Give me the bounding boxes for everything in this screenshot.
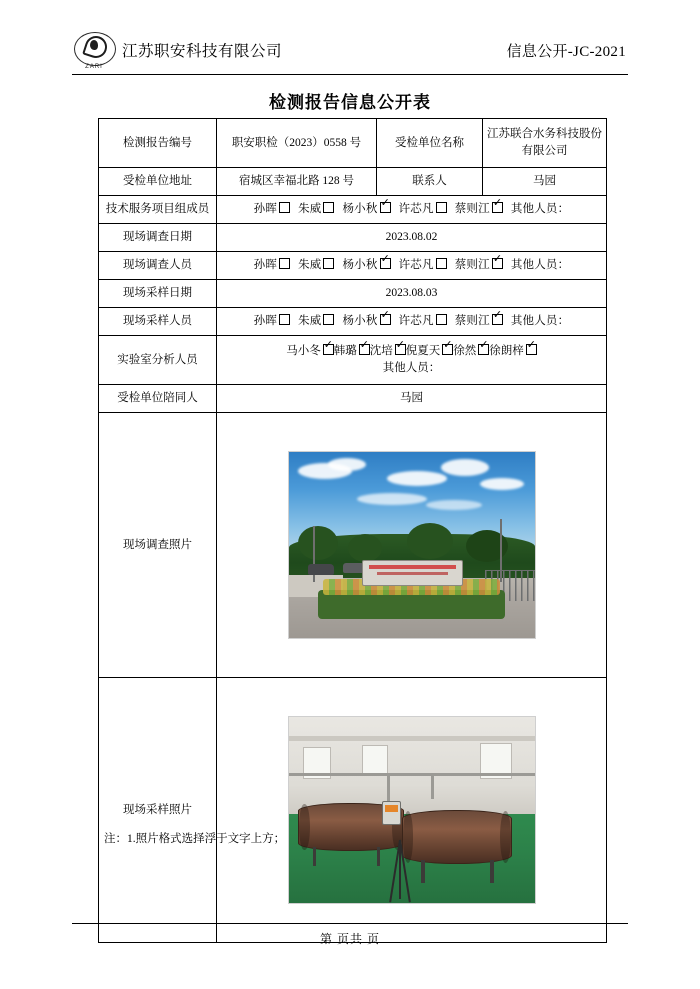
staff-entry	[342, 315, 390, 327]
staff-name: 朱威	[298, 203, 322, 216]
staff-name: 朱威	[298, 315, 322, 328]
staff-entry	[455, 203, 503, 215]
staff-checkbox[interactable]	[380, 314, 391, 325]
staff-checkbox[interactable]	[492, 314, 503, 325]
staff-checkbox-line-sampling	[254, 315, 570, 327]
staff-checkbox[interactable]	[323, 202, 334, 213]
sampling-photo-label: 现场采样照片	[99, 678, 217, 943]
staff-checkbox-line-survey	[254, 259, 570, 271]
staff-entry	[254, 259, 290, 271]
table-row	[99, 280, 607, 308]
table-row	[99, 308, 607, 336]
contact-value: 马园	[483, 168, 607, 196]
report-no-label: 检测报告编号	[99, 119, 217, 168]
staff-name: 蔡则江	[454, 203, 490, 216]
staff-checkbox[interactable]	[436, 202, 447, 213]
staff-name: 杨小秋	[342, 203, 378, 216]
staff-name: 徐然	[453, 345, 477, 358]
staff-entry	[399, 315, 447, 327]
table-row	[99, 678, 607, 943]
page-header	[72, 28, 628, 74]
client-name-label: 受检单位名称	[377, 119, 483, 168]
staff-entry	[370, 345, 406, 357]
staff-checkbox[interactable]	[395, 344, 406, 355]
table-row	[99, 413, 607, 678]
staff-name: 韩璐	[333, 345, 357, 358]
staff-checkbox[interactable]	[526, 344, 537, 355]
staff-entry	[334, 345, 370, 357]
staff-name: 孙晖	[253, 259, 278, 272]
staff-checkbox[interactable]	[442, 344, 453, 355]
staff-entry	[406, 345, 454, 357]
staff-checkbox-line-tech	[254, 203, 570, 215]
staff-entry	[399, 203, 447, 215]
staff-entry	[254, 203, 290, 215]
sampling-date-label: 现场采样日期	[99, 280, 217, 308]
staff-entry	[298, 315, 334, 327]
staff-checkbox[interactable]	[323, 258, 334, 269]
table-row	[99, 119, 607, 168]
staff-checkbox[interactable]	[323, 314, 334, 325]
logo-text: ZARI	[85, 64, 103, 70]
survey-staff-label: 现场调查人员	[99, 252, 217, 280]
staff-name: 孙晖	[253, 203, 278, 216]
staff-checkbox[interactable]	[436, 258, 447, 269]
sampling-photo-image	[288, 716, 536, 904]
staff-name: 徐朗梓	[489, 345, 524, 358]
others-label: 其他人员：	[510, 259, 570, 272]
staff-name: 许芯凡	[398, 315, 434, 328]
survey-photo-image	[288, 451, 536, 639]
client-name-value: 江苏联合水务科技股份有限公司	[483, 119, 607, 168]
staff-entry	[455, 259, 503, 271]
staff-name: 沈培	[369, 345, 393, 358]
contact-label: 联系人	[377, 168, 483, 196]
accompany-label: 受检单位陪同人	[99, 385, 217, 413]
staff-name: 朱威	[298, 259, 322, 272]
staff-entry	[254, 315, 290, 327]
staff-checkbox[interactable]	[436, 314, 447, 325]
company-logo-icon	[72, 30, 116, 70]
staff-entry	[455, 315, 503, 327]
tech-team-label: 技术服务项目组成员	[99, 196, 217, 224]
lab-checkbox-line	[219, 343, 604, 360]
table-row	[99, 385, 607, 413]
staff-checkbox[interactable]	[323, 344, 334, 355]
client-addr-label: 受检单位地址	[99, 168, 217, 196]
table-row	[99, 336, 607, 385]
page-footer: 第 页共 页	[72, 923, 628, 947]
staff-name: 许芯凡	[398, 203, 434, 216]
staff-name: 杨小秋	[342, 259, 378, 272]
accompany-value: 马园	[217, 385, 607, 413]
staff-entry	[286, 345, 334, 357]
lab-staff-members	[217, 336, 607, 385]
document-code: 信息公开-JC-2021	[506, 43, 626, 60]
report-no-value: 职安职检（2023）0558 号	[217, 119, 377, 168]
sampling-staff-members	[217, 308, 607, 336]
lab-others-label: 其他人员：	[382, 362, 441, 374]
staff-checkbox[interactable]	[279, 314, 290, 325]
staff-name: 蔡则江	[454, 315, 490, 328]
staff-entry	[342, 203, 390, 215]
company-name: 江苏职安科技有限公司	[122, 43, 283, 60]
info-table	[98, 118, 607, 943]
staff-checkbox[interactable]	[380, 202, 391, 213]
staff-checkbox[interactable]	[380, 258, 391, 269]
footnote: 注：1.照片格式选择浮于文字上方；	[104, 833, 286, 845]
staff-entry	[298, 259, 334, 271]
staff-name: 马小冬	[286, 345, 321, 358]
lab-staff-label: 实验室分析人员	[99, 336, 217, 385]
staff-name: 蔡则江	[454, 259, 490, 272]
sampling-photo-cell	[217, 678, 607, 943]
survey-photo-label: 现场调查照片	[99, 413, 217, 678]
sampling-date-value: 2023.08.03	[217, 280, 607, 308]
survey-date-value: 2023.08.02	[217, 224, 607, 252]
staff-name: 倪夏天	[405, 345, 441, 358]
table-row	[99, 168, 607, 196]
survey-photo-cell	[217, 413, 607, 678]
staff-entry	[399, 259, 447, 271]
sampling-staff-label: 现场采样人员	[99, 308, 217, 336]
table-row	[99, 252, 607, 280]
survey-date-label: 现场调查日期	[99, 224, 217, 252]
staff-entry	[489, 345, 537, 357]
table-row	[99, 196, 607, 224]
staff-checkbox[interactable]	[279, 258, 290, 269]
others-label: 其他人员：	[510, 315, 570, 328]
staff-checkbox[interactable]	[492, 258, 503, 269]
staff-entry	[298, 203, 334, 215]
staff-name: 许芯凡	[398, 259, 434, 272]
staff-checkbox[interactable]	[478, 344, 489, 355]
staff-entry	[342, 259, 390, 271]
staff-name: 杨小秋	[342, 315, 378, 328]
client-addr-value: 宿城区幸福北路 128 号	[217, 168, 377, 196]
staff-checkbox[interactable]	[359, 344, 370, 355]
survey-staff-members	[217, 252, 607, 280]
staff-checkbox[interactable]	[492, 202, 503, 213]
staff-checkbox[interactable]	[279, 202, 290, 213]
tech-team-members	[217, 196, 607, 224]
page-title: 检测报告信息公开表	[269, 93, 431, 112]
table-row	[99, 224, 607, 252]
staff-name: 孙晖	[253, 315, 278, 328]
others-label: 其他人员：	[510, 203, 570, 216]
staff-entry	[453, 345, 489, 357]
company-brand	[72, 30, 282, 70]
